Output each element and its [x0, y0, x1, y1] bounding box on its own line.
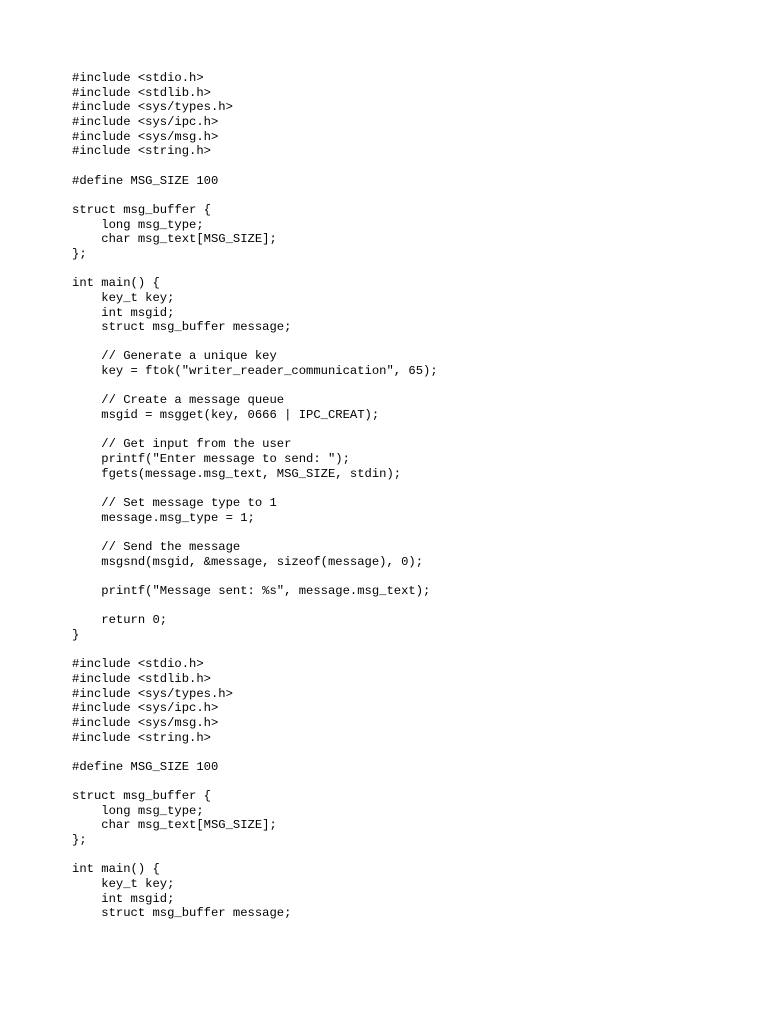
code-line: int main() { — [72, 276, 160, 291]
code-line: // Generate a unique key — [72, 349, 277, 364]
code-line: message.msg_type = 1; — [72, 510, 255, 525]
blank-line — [72, 423, 732, 438]
code-line: struct msg_buffer { — [72, 789, 211, 804]
code-line: char msg_text[MSG_SIZE]; — [72, 232, 277, 247]
code-line: key_t key; — [72, 877, 175, 892]
code-line: int msgid; — [72, 891, 175, 906]
code-line: #include <string.h> — [72, 730, 211, 745]
code-line: msgsnd(msgid, &message, sizeof(message), 0); — [72, 554, 424, 569]
code-line: long msg_type; — [72, 803, 204, 818]
code-line: int main() { — [72, 862, 160, 877]
code-line: long msg_type; — [72, 217, 204, 232]
code-line: #include <stdlib.h> — [72, 85, 211, 100]
code-line: #include <stdio.h> — [72, 657, 204, 672]
code-line: #define MSG_SIZE 100 — [72, 173, 219, 188]
blank-line — [72, 159, 732, 174]
code-line: #include <sys/types.h> — [72, 686, 233, 701]
blank-line — [72, 848, 732, 863]
blank-line — [72, 745, 732, 760]
code-line: return 0; — [72, 613, 168, 628]
code-line: #define MSG_SIZE 100 — [72, 759, 219, 774]
code-line: }; — [72, 833, 87, 848]
blank-line — [72, 335, 732, 350]
blank-line — [72, 379, 732, 394]
code-line: // Get input from the user — [72, 437, 292, 452]
code-line: msgid = msgget(key, 0666 | IPC_CREAT); — [72, 408, 380, 423]
blank-line — [72, 262, 732, 277]
code-line: #include <sys/types.h> — [72, 100, 233, 115]
blank-line — [72, 569, 732, 584]
blank-line — [72, 481, 732, 496]
code-line: #include <sys/ipc.h> — [72, 114, 219, 129]
code-line: #include <string.h> — [72, 144, 211, 159]
code-line: // Set message type to 1 — [72, 496, 277, 511]
code-line: struct msg_buffer message; — [72, 320, 292, 335]
blank-line — [72, 775, 732, 790]
code-line: } — [72, 627, 80, 642]
blank-line — [72, 599, 732, 614]
code-line: // Send the message — [72, 540, 241, 554]
code-line: struct msg_buffer { — [72, 202, 211, 217]
code-line: printf("Message sent: %s", message.msg_text); — [72, 583, 431, 598]
code-line: key = ftok("writer_reader_communication", 65); — [72, 364, 438, 379]
blank-line — [72, 643, 732, 658]
code-line: #include <sys/ipc.h> — [72, 701, 219, 716]
code-document — [72, 71, 732, 921]
code-line: #include <sys/msg.h> — [72, 715, 219, 730]
code-line: fgets(message.msg_text, MSG_SIZE, stdin); — [72, 466, 402, 481]
blank-line — [72, 525, 732, 540]
code-line: #include <stdio.h> — [72, 71, 204, 85]
code-line: int msgid; — [72, 305, 175, 320]
code-line: key_t key; — [72, 290, 175, 305]
code-line: char msg_text[MSG_SIZE]; — [72, 818, 277, 833]
code-line: struct msg_buffer message; — [72, 906, 292, 921]
code-line: // Create a message queue — [72, 393, 285, 408]
code-line: #include <sys/msg.h> — [72, 129, 219, 144]
code-line: }; — [72, 246, 87, 261]
blank-line — [72, 188, 732, 203]
code-line: #include <stdlib.h> — [72, 671, 211, 686]
code-line: printf("Enter message to send: "); — [72, 452, 350, 467]
